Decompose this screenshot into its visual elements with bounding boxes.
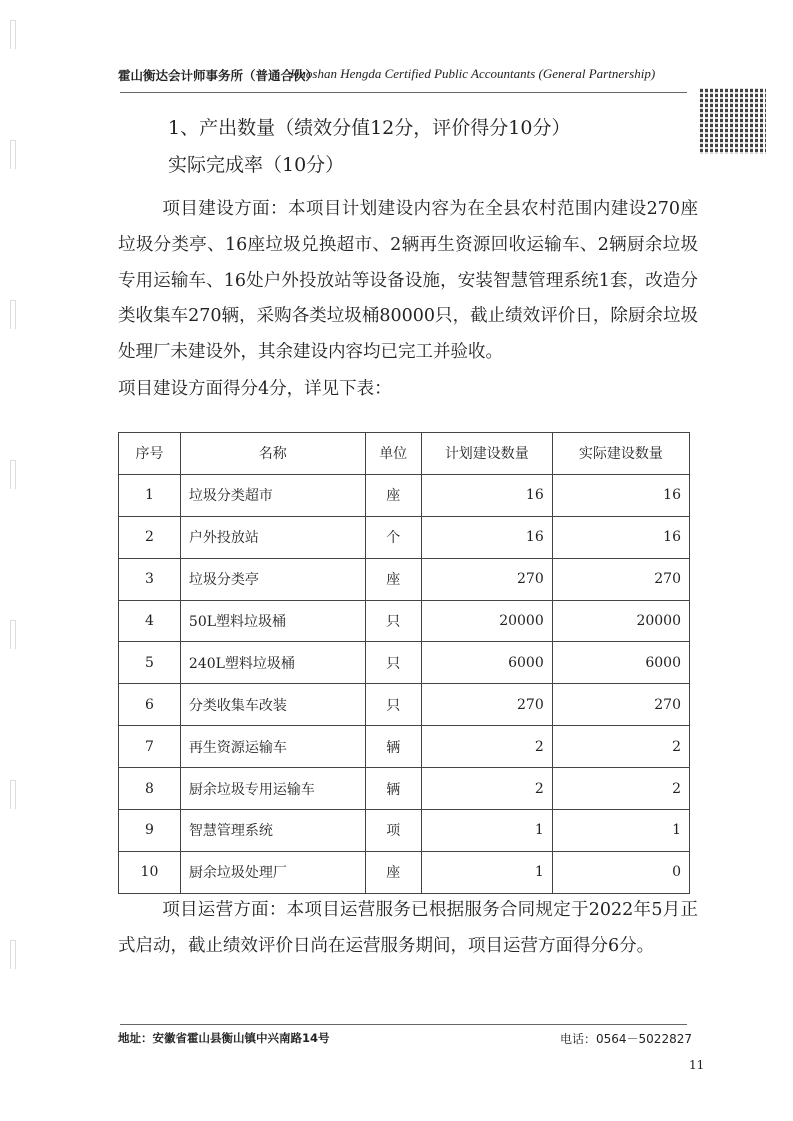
table-cell: 厨余垃圾处理厂 [180, 851, 365, 893]
table-row [119, 810, 690, 852]
table-header-row [119, 433, 690, 475]
table-cell: 20000 [552, 600, 689, 642]
firm-name-en: Huoshan Hengda Certified Public Accountants (General Partnership) [290, 66, 656, 81]
table-cell: 座 [365, 851, 421, 893]
column-header: 名称 [180, 433, 365, 475]
column-header: 计划建设数量 [421, 433, 552, 475]
table-cell: 6 [119, 684, 181, 726]
table-row [119, 516, 690, 558]
table-cell: 8 [119, 768, 181, 810]
binding-mark [10, 780, 16, 809]
table-cell: 1 [119, 474, 181, 516]
binding-mark [10, 940, 16, 969]
table-row [119, 851, 690, 893]
construction-table [118, 432, 690, 894]
table-cell: 16 [552, 516, 689, 558]
table-cell: 只 [365, 684, 421, 726]
qr-code-icon [700, 88, 766, 154]
table-cell: 辆 [365, 726, 421, 768]
footer-address: 地址：安徽省霍山县衡山镇中兴南路14号 [118, 1031, 330, 1045]
table-cell: 座 [365, 558, 421, 600]
table-row [119, 474, 690, 516]
table-cell: 10 [119, 851, 181, 893]
table-cell: 270 [421, 684, 552, 726]
footer-rule [120, 1024, 687, 1025]
table-cell: 5 [119, 642, 181, 684]
table-row [119, 726, 690, 768]
table-row [119, 768, 690, 810]
binding-mark [10, 140, 16, 169]
table-cell: 16 [552, 474, 689, 516]
column-header: 单位 [365, 433, 421, 475]
table-cell: 2 [421, 726, 552, 768]
table-cell: 20000 [421, 600, 552, 642]
table-cell: 户外投放站 [180, 516, 365, 558]
section-title: 1、产出数量（绩效分值12分，评价得分10分） [168, 117, 571, 139]
table-cell: 6000 [421, 642, 552, 684]
table-cell: 270 [552, 684, 689, 726]
table-cell: 9 [119, 810, 181, 852]
table-cell: 7 [119, 726, 181, 768]
table-cell: 垃圾分类亭 [180, 558, 365, 600]
table-cell: 2 [421, 768, 552, 810]
page-number: 11 [689, 1058, 705, 1072]
table-row [119, 684, 690, 726]
footer-phone: 电话：0564－5022827 [560, 1032, 692, 1046]
table-cell: 只 [365, 600, 421, 642]
table-cell: 座 [365, 474, 421, 516]
table-cell: 1 [421, 851, 552, 893]
table-cell: 项 [365, 810, 421, 852]
column-header: 序号 [119, 433, 181, 475]
table-cell: 50L塑料垃圾桶 [180, 600, 365, 642]
paragraph-score: 项目建设方面得分4分，详见下表： [118, 379, 392, 399]
binding-mark [10, 620, 16, 649]
table-cell: 1 [421, 810, 552, 852]
table-cell: 2 [552, 726, 689, 768]
binding-mark [10, 20, 16, 49]
table-cell: 16 [421, 474, 552, 516]
table-cell: 厨余垃圾专用运输车 [180, 768, 365, 810]
table-cell: 1 [552, 810, 689, 852]
table-cell: 240L塑料垃圾桶 [180, 642, 365, 684]
table-cell: 只 [365, 642, 421, 684]
table-cell: 垃圾分类超市 [180, 474, 365, 516]
table-cell: 3 [119, 558, 181, 600]
subsection-title: 实际完成率（10分） [168, 154, 345, 176]
table-row [119, 642, 690, 684]
header-rule [120, 92, 687, 93]
table-cell: 6000 [552, 642, 689, 684]
table-cell: 智慧管理系统 [180, 810, 365, 852]
table-cell: 辆 [365, 768, 421, 810]
table-cell: 270 [552, 558, 689, 600]
table-row [119, 600, 690, 642]
table-cell: 270 [421, 558, 552, 600]
table-cell: 分类收集车改装 [180, 684, 365, 726]
table-row [119, 558, 690, 600]
paragraph-operation: 项目运营方面：本项目运营服务已根据服务合同规定于2022年5月正式启动，截止绩效评价日尚在运营服务期间，项目运营方面得分6分。 [118, 900, 698, 956]
column-header: 实际建设数量 [552, 433, 689, 475]
firm-name-cn: 霍山衡达会计师事务所（普通合伙） [118, 68, 319, 83]
table-cell: 2 [552, 768, 689, 810]
binding-mark [10, 300, 16, 329]
paragraph-construction: 项目建设方面：本项目计划建设内容为在全县农村范围内建设270座垃圾分类亭、16座垃圾兑换超市、2辆再生资源回收运输车、2辆厨余垃圾专用运输车、16处户外投放站等设备设施，安装智慧管理系统1套，改造分类收集车270辆，采购各类垃圾桶80000只，截止绩效评价日，除厨余垃圾处理厂未建设外，其余建设内容均已完工并验收。 [118, 199, 698, 363]
table-cell: 再生资源运输车 [180, 726, 365, 768]
table-cell: 0 [552, 851, 689, 893]
table-cell: 16 [421, 516, 552, 558]
table-cell: 2 [119, 516, 181, 558]
binding-mark [10, 460, 16, 489]
table-cell: 个 [365, 516, 421, 558]
table-cell: 4 [119, 600, 181, 642]
